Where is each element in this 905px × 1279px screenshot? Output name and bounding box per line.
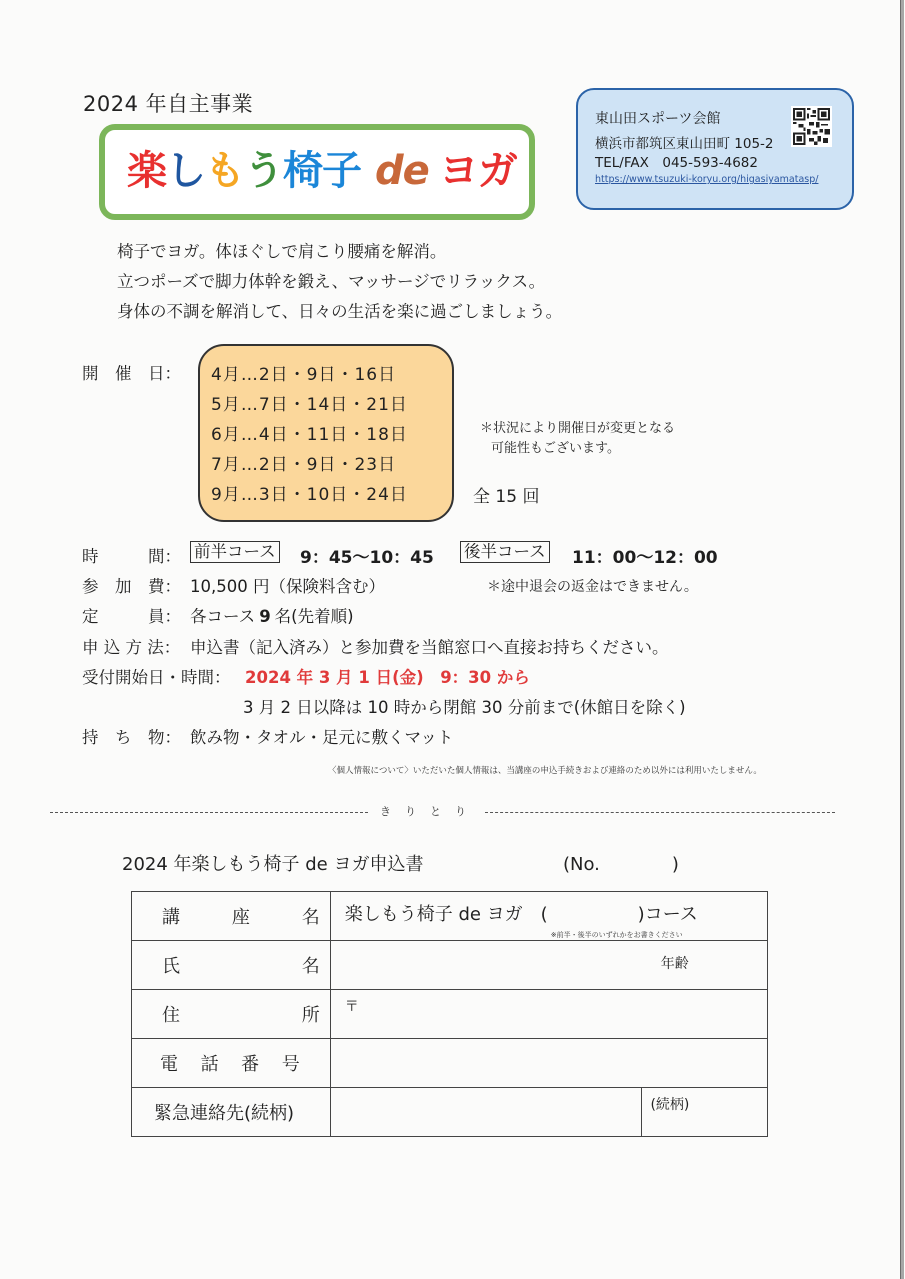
- schedule-row: 9月…3日・10日・24日: [211, 485, 408, 505]
- capacity-label: 定 員：: [82, 607, 181, 626]
- schedule-note: ＊状況により開催日が変更となる: [480, 421, 676, 436]
- course1-time: 9：45〜10：45: [300, 548, 434, 568]
- apply-label: 申 込 方 法：: [82, 638, 181, 657]
- intro-line: 身体の不調を解消して、日々の生活を楽に過ごしましょう。: [117, 302, 563, 321]
- relation-label: (続柄): [650, 1097, 690, 1113]
- label-char: 講: [162, 907, 180, 928]
- fee-note: ＊途中退会の返金はできません。: [487, 579, 698, 595]
- intro-line: 椅子でヨガ。体ほぐしで肩こり腰痛を解消。: [117, 242, 447, 261]
- age-label: 年齢: [660, 956, 689, 972]
- address-field[interactable]: [330, 990, 767, 1039]
- facility-address: 横浜市都筑区東山田町 105-2: [595, 136, 774, 152]
- title-char: 楽: [127, 148, 166, 194]
- form-row-emergency: [132, 1088, 768, 1137]
- course1-badge: 前半コース: [190, 541, 280, 563]
- schedule-box: [198, 344, 454, 522]
- name-label: [132, 941, 331, 990]
- course-sub-note: ※前半・後半のいずれかをお書きください: [550, 931, 683, 939]
- label-char: 番: [241, 1054, 260, 1075]
- schedule-note: 可能性もございます。: [491, 441, 620, 456]
- phone-field[interactable]: [330, 1039, 767, 1088]
- label-char: 名: [301, 907, 320, 928]
- privacy-note: 〈個人情報について〉いただいた個人情報は、当講座の申込手続きおよび連絡のため以外には利用いたしません。: [328, 766, 762, 776]
- schedule-row: 4月…2日・9日・16日: [211, 365, 397, 385]
- label-char: 電: [160, 1054, 178, 1075]
- schedule-row: 7月…2日・9日・23日: [211, 455, 397, 475]
- qr-code-icon[interactable]: [791, 106, 832, 147]
- title-char: う: [244, 148, 283, 194]
- bring-value: 飲み物・タオル・足元に敷くマット: [190, 728, 454, 747]
- phone-label: [132, 1039, 331, 1088]
- form-number: (No. ): [563, 854, 679, 875]
- title-banner: [99, 124, 535, 220]
- relation-field[interactable]: [642, 1088, 768, 1137]
- course2-time: 11：00〜12：00: [572, 548, 718, 568]
- total-sessions: 全 15 回: [473, 487, 540, 507]
- label-char: 座: [231, 907, 250, 928]
- reception-note: 3 月 2 日以降は 10 時から閉館 30 分前まで(休館日を除く): [243, 698, 686, 717]
- facility-tel: TEL/FAX 045-593-4682: [595, 155, 758, 171]
- capacity-value: [190, 603, 354, 627]
- time-label: 時 間：: [82, 547, 181, 566]
- year-title: 2024 年自主事業: [83, 92, 254, 116]
- label-char: 住: [162, 1005, 180, 1026]
- apply-value: 申込書（記入済み）と参加費を当館窓口へ直接お持ちください。: [190, 638, 669, 657]
- event-title: [127, 146, 517, 196]
- application-form-table: [131, 891, 768, 1137]
- title-char: 椅子: [283, 148, 361, 194]
- address-label: [132, 990, 331, 1039]
- facility-name: 東山田スポーツ会館: [595, 111, 721, 127]
- page-edge: [900, 0, 904, 1279]
- label-char: 名: [301, 956, 320, 977]
- label-char: 号: [281, 1054, 300, 1075]
- schedule-row: 5月…7日・14日・21日: [211, 395, 408, 415]
- course2-badge: 後半コース: [460, 541, 550, 563]
- bring-label: 持 ち 物：: [82, 728, 181, 747]
- label-char: 氏: [162, 956, 180, 977]
- schedule-label: 開 催 日：: [82, 364, 181, 383]
- label-char: 話: [200, 1054, 219, 1075]
- cut-line-right: [485, 812, 835, 813]
- facility-info-box: [576, 88, 854, 210]
- emergency-label: [132, 1088, 331, 1137]
- title-char: de: [375, 148, 429, 194]
- course-field[interactable]: [330, 892, 767, 941]
- label-char: 所: [301, 1005, 320, 1026]
- reception-label: 受付開始日・時間：: [82, 668, 231, 687]
- form-row-address: [132, 990, 768, 1039]
- emergency-label-text: 緊急連絡先(続柄): [154, 1103, 295, 1124]
- capacity-number: 9: [259, 607, 271, 626]
- emergency-contact-field[interactable]: [330, 1088, 642, 1137]
- intro-line: 立つポーズで脚力体幹を鍛え、マッサージでリラックス。: [117, 272, 546, 291]
- cut-line-left: [50, 812, 368, 813]
- title-char: も: [205, 148, 244, 194]
- title-char: ヨガ: [438, 148, 517, 194]
- capacity-suffix: 名(先着順): [274, 607, 354, 626]
- form-row-course: [132, 892, 768, 941]
- facility-url-link[interactable]: https://www.tsuzuki-koryu.org/higasiyamatasp/: [595, 174, 819, 185]
- reception-value: 2024 年 3 月 1 日(金) 9：30 から: [245, 668, 530, 687]
- cut-label: きりとり: [380, 805, 480, 818]
- fee-value: 10,500 円（保険料含む）: [190, 577, 385, 596]
- fee-label: 参 加 費：: [82, 577, 181, 596]
- form-title: 2024 年楽しもう椅子 de ヨガ申込書: [122, 854, 424, 875]
- name-field[interactable]: [330, 941, 767, 990]
- title-char: し: [166, 148, 205, 194]
- schedule-row: 6月…4日・11日・18日: [211, 425, 408, 445]
- capacity-prefix: 各コース: [190, 607, 256, 626]
- postal-mark: 〒: [344, 999, 359, 1015]
- form-row-name: [132, 941, 768, 990]
- form-row-phone: [132, 1039, 768, 1088]
- course-value: 楽しもう椅子 de ヨガ ( )コース: [344, 904, 698, 925]
- course-label: [132, 892, 331, 941]
